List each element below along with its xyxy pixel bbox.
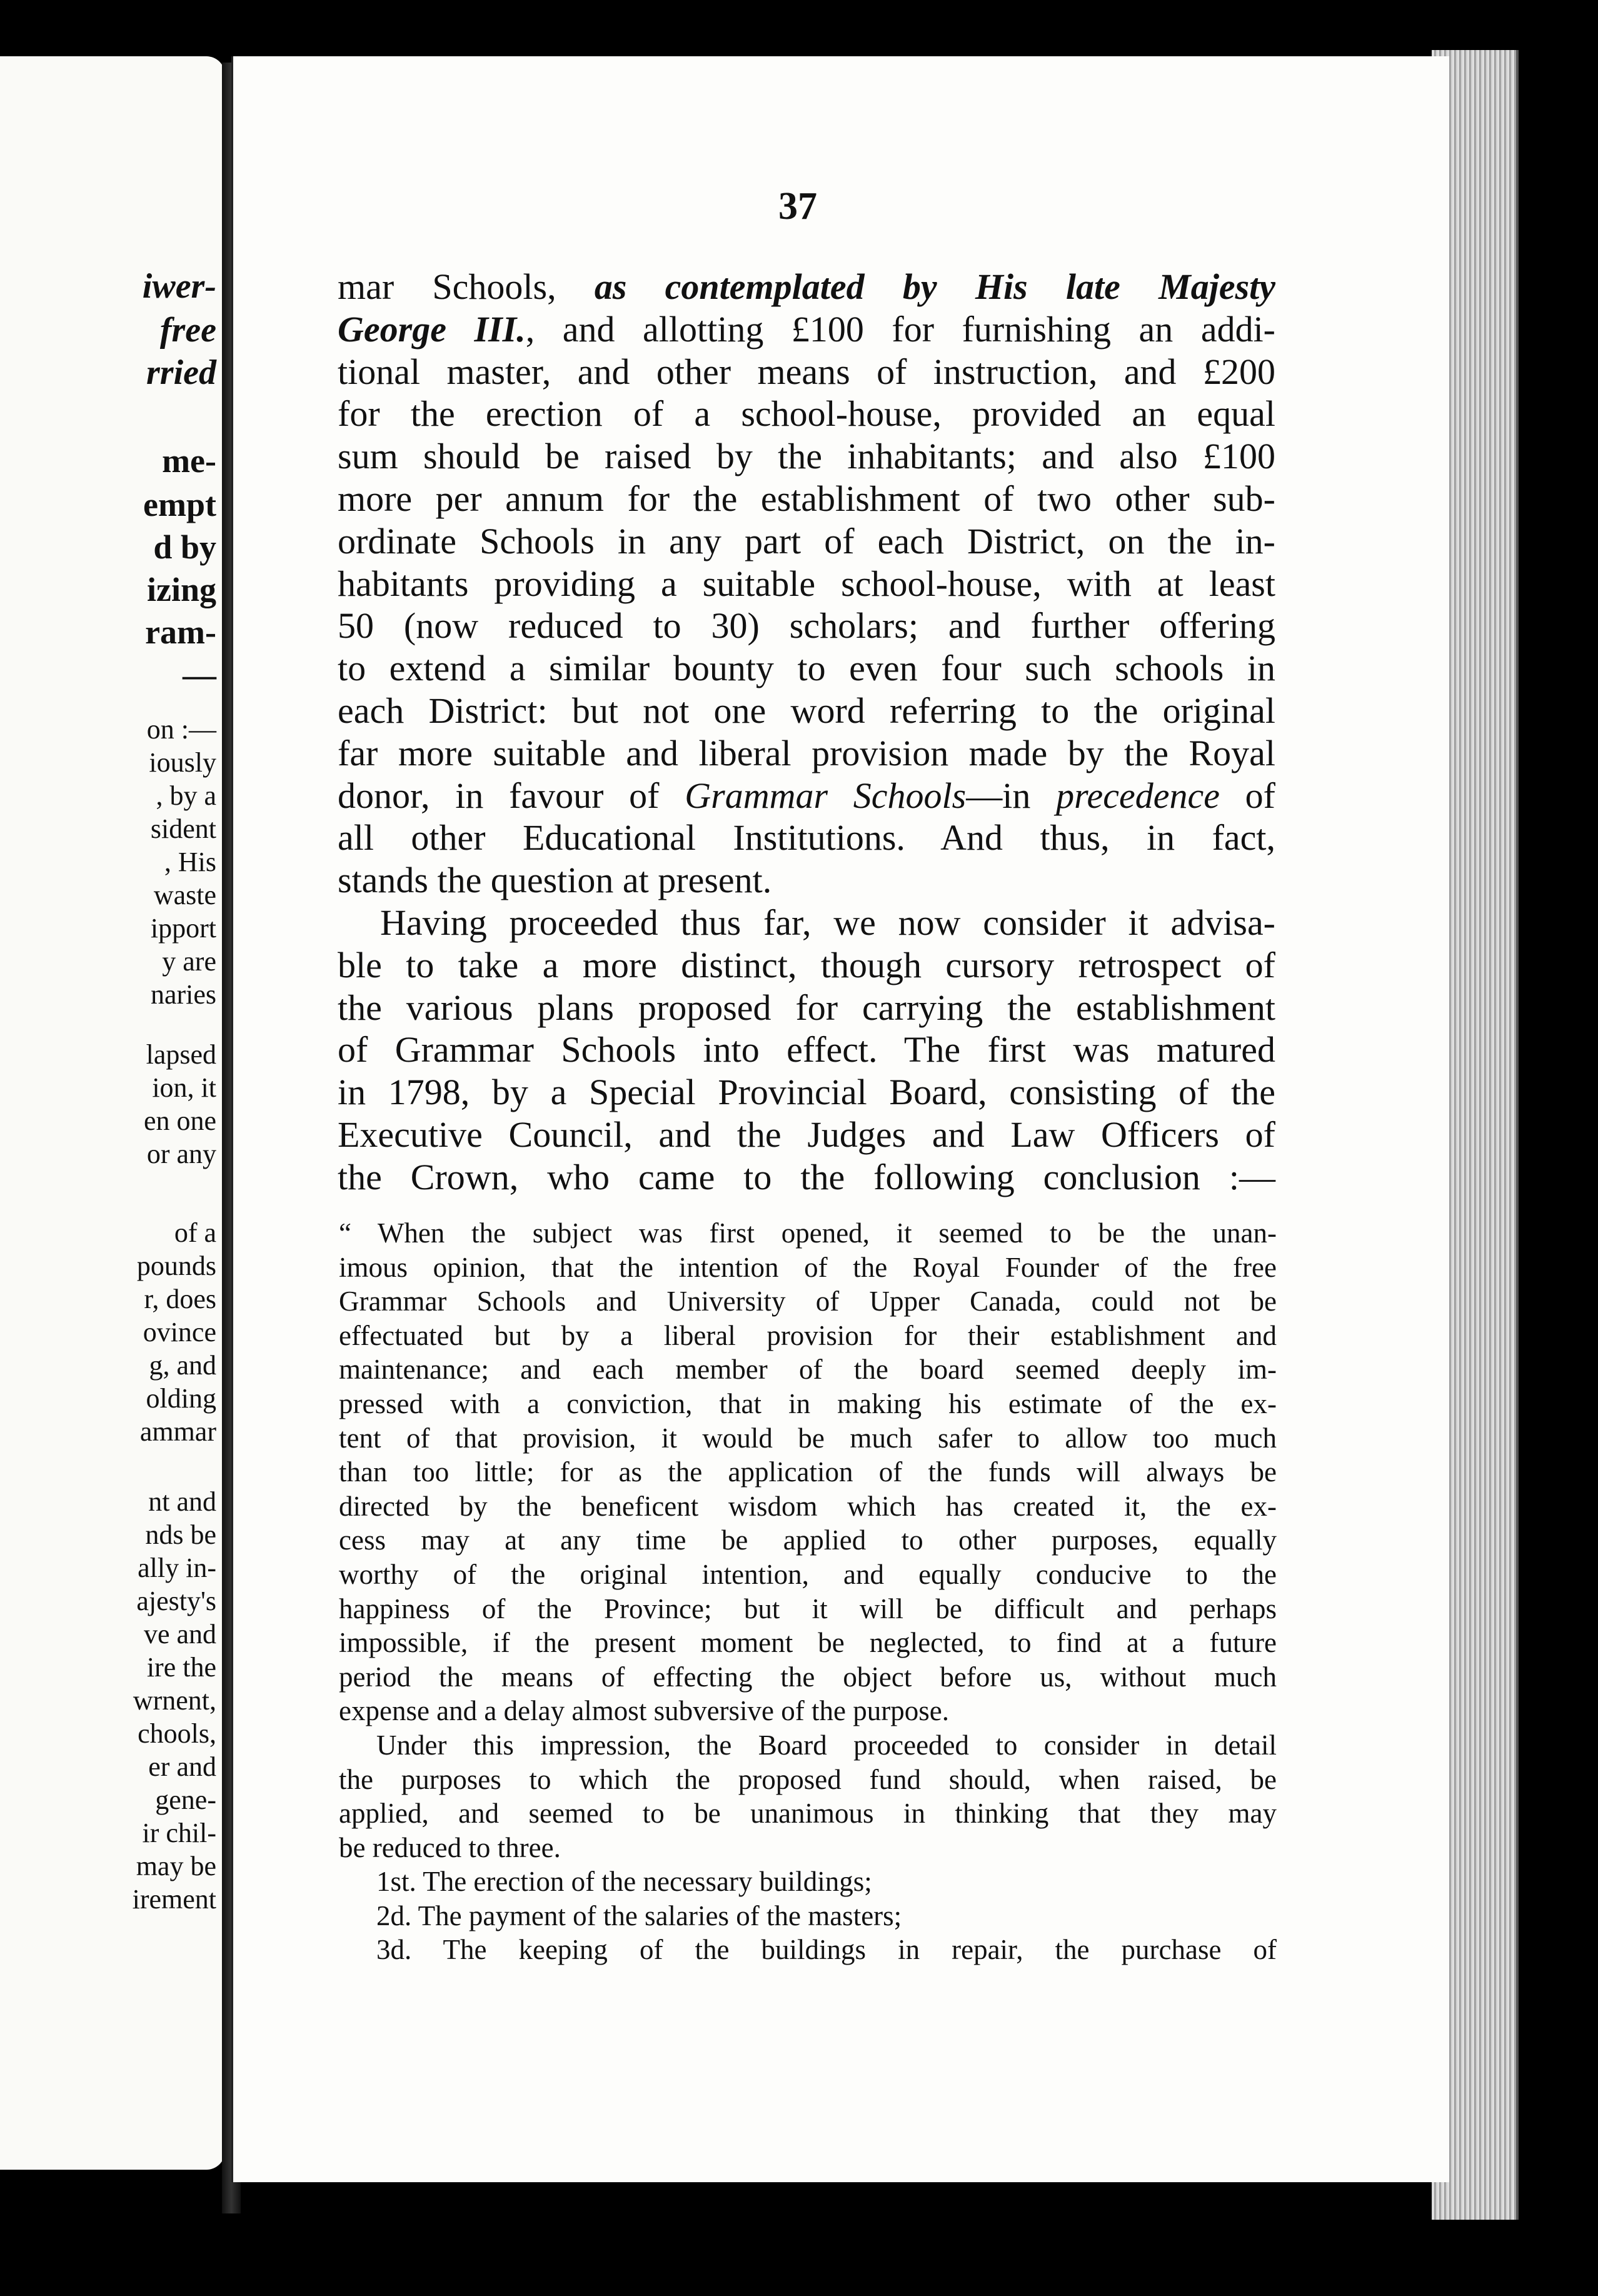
left-fragment: iwer-	[142, 267, 216, 306]
quote-line: directed by the beneficent wisdom which has created it, the ex-	[339, 1490, 1277, 1522]
left-fragment: may be	[136, 1851, 216, 1881]
left-fragment: d by	[153, 528, 216, 566]
quote-line: effectuated but by a liberal provision for their establishment and	[339, 1319, 1277, 1351]
text-line: to extend a similar bounty to even four such schools in	[338, 648, 1275, 689]
left-fragment: nds be	[145, 1519, 216, 1550]
left-fragment: olding	[146, 1383, 216, 1414]
left-fragment: y are	[162, 946, 216, 977]
left-fragment: ammar	[139, 1416, 216, 1447]
left-fragment: er and	[148, 1751, 216, 1782]
left-fragment: izing	[146, 571, 216, 608]
text-line: George III., and allotting £100 for furnishing an addi-	[338, 308, 1275, 350]
left-fragment: ir chil-	[142, 1818, 216, 1848]
left-fragment: , His	[164, 847, 216, 877]
text-line: of Grammar Schools into effect. The first was matured	[338, 1029, 1275, 1070]
quote-line: be reduced to three.	[339, 1831, 561, 1863]
text-line: stands the question at present.	[338, 860, 772, 901]
quote-line: Under this impression, the Board proceeded to consider in detail	[376, 1729, 1277, 1761]
quote-line: cess may at any time be applied to other purposes, equally	[339, 1524, 1277, 1556]
text-line: more per annum for the establishment of two other sub-	[338, 478, 1275, 519]
text-line: for the erection of a school-house, provided an equal	[338, 393, 1275, 435]
quote-line: imous opinion, that the intention of the Royal Founder of the free	[339, 1251, 1277, 1283]
quote-line: worthy of the original intention, and equally conducive to the	[339, 1558, 1277, 1590]
quote-line: period the means of effecting the object before us, without much	[339, 1661, 1277, 1693]
left-fragment: ally in-	[138, 1553, 216, 1583]
quote-line: Grammar Schools and University of Upper Canada, could not be	[339, 1286, 1277, 1317]
left-fragment: ovince	[143, 1317, 216, 1347]
left-fragment: gene-	[155, 1785, 216, 1815]
text-line: tional master, and other means of instruction, and £200	[338, 351, 1275, 392]
text-line: sum should be raised by the inhabitants; and also £100	[338, 436, 1275, 477]
left-fragment: of a	[174, 1217, 216, 1248]
quote-line: 1st. The erection of the necessary buildings;	[376, 1866, 872, 1898]
quote-line: than too little; for as the application of the funds will always be	[339, 1456, 1277, 1488]
left-fragment: me-	[162, 442, 216, 480]
text-line: Having proceeded thus far, we now consider it advisa-	[380, 902, 1275, 943]
text-line: all other Educational Institutions. And thus, in fact,	[338, 817, 1275, 858]
left-fragment: pounds	[136, 1251, 216, 1281]
left-fragment: nt and	[148, 1486, 216, 1517]
left-fragment: g, and	[149, 1350, 216, 1381]
left-fragment: en one	[143, 1105, 216, 1136]
text-line: ble to take a more distinct, though cursory retrospect of	[338, 944, 1275, 985]
left-facing-page	[0, 56, 225, 2170]
quote-line: 3d. The keeping of the buildings in repair, the purchase of	[376, 1934, 1277, 1966]
text-line: ordinate Schools in any part of each District, on the in-	[338, 520, 1275, 561]
left-fragment: naries	[150, 979, 216, 1010]
text-line: mar Schools, as contemplated by His late Majesty	[338, 266, 1275, 307]
left-fragment: ram-	[145, 613, 216, 651]
left-fragment: sident	[150, 813, 216, 844]
left-fragment: chools,	[138, 1718, 216, 1749]
main-text	[338, 266, 1275, 1199]
text-line: Executive Council, and the Judges and Law Officers of	[338, 1114, 1275, 1155]
quote-line: happiness of the Province; but it will be difficult and perhaps	[339, 1593, 1277, 1624]
left-fragment: rried	[146, 353, 216, 392]
quote-line: “ When the subject was first opened, it seemed to be the unan-	[339, 1217, 1277, 1249]
text-line: habitants providing a suitable school-house, with at least	[338, 563, 1275, 604]
quote-line: pressed with a conviction, that in making his estimate of the ex-	[339, 1387, 1277, 1419]
page-number: 37	[778, 185, 817, 228]
left-fragment: iously	[149, 747, 216, 778]
quote-line: expense and a delay almost subversive of the purpose.	[339, 1695, 949, 1727]
quote-line: the purposes to which the proposed fund should, when raised, be	[339, 1763, 1277, 1795]
left-fragment: ve and	[143, 1619, 216, 1649]
text-line: each District: but not one word referring to the original	[338, 690, 1275, 731]
quote-line: applied, and seemed to be unanimous in thinking that they may	[339, 1798, 1277, 1830]
text-line: the various plans proposed for carrying the establishment	[338, 987, 1275, 1028]
quote-line: maintenance; and each member of the board seemed deeply im-	[339, 1354, 1277, 1386]
left-fragment: irement	[132, 1884, 216, 1915]
quote-line: impossible, if the present moment be neglected, to find at a future	[339, 1627, 1277, 1659]
left-fragment: ire the	[146, 1652, 216, 1683]
text-line: far more suitable and liberal provision made by the Royal	[338, 732, 1275, 773]
left-fragment: r, does	[144, 1284, 216, 1314]
text-line: the Crown, who came to the following conclusion :—	[338, 1156, 1275, 1197]
quote-line: 2d. The payment of the salaries of the masters;	[376, 1900, 902, 1931]
left-fragment: ion, it	[152, 1072, 216, 1103]
left-fragment: free	[159, 311, 216, 350]
left-fragment: ajesty's	[136, 1586, 216, 1616]
text-line: 50 (now reduced to 30) scholars; and further offering	[338, 605, 1275, 647]
left-fragment: waste	[153, 880, 216, 910]
left-fragment: on :—	[146, 714, 216, 745]
left-fragment: or any	[146, 1139, 216, 1169]
left-fragment: —	[183, 656, 216, 693]
left-fragment: wrnent,	[133, 1685, 216, 1716]
left-fragment: empt	[143, 486, 216, 523]
block-quote	[339, 1216, 1277, 1967]
text-line: donor, in favour of Grammar Schools—in precedence of	[338, 775, 1275, 816]
text-line: in 1798, by a Special Provincial Board, consisting of the	[338, 1072, 1275, 1113]
quote-line: tent of that provision, it would be much safer to allow too much	[339, 1422, 1277, 1454]
left-fragment: ipport	[150, 913, 216, 944]
left-fragment: , by a	[156, 780, 216, 811]
left-fragment: lapsed	[146, 1039, 216, 1070]
